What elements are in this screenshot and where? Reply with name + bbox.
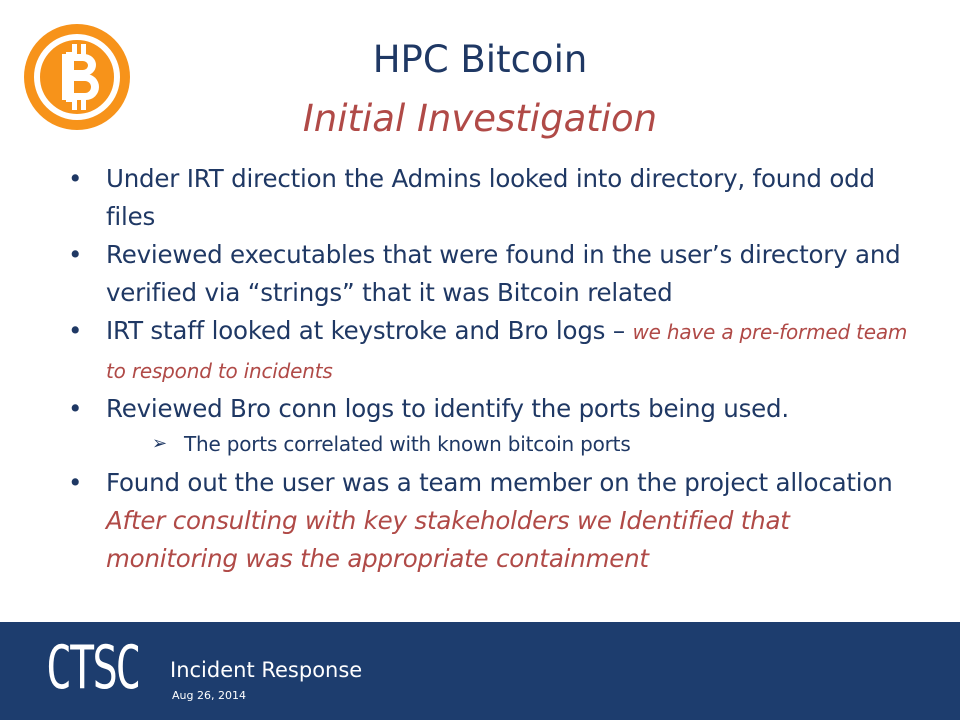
bullet-dot-icon: • xyxy=(68,468,83,497)
arrow-bullet-icon: ➢ xyxy=(152,433,167,454)
sub-bullet-item xyxy=(68,428,928,460)
sub-bullet-text: The ports correlated with known bitcoin ports xyxy=(184,432,631,456)
footer-date: Aug 26, 2014 xyxy=(172,689,246,702)
bullet-text: Reviewed Bro conn logs to identify the ports being used. xyxy=(106,394,789,423)
bullet-dot-icon: • xyxy=(68,316,83,345)
bullet-dot-icon: • xyxy=(68,240,83,269)
conclusion-text: After consulting with key stakeholders we Identified that monitoring was the appropriate containment xyxy=(106,506,790,573)
slide-subtitle: Initial Investigation xyxy=(302,97,658,140)
bullet-item xyxy=(68,236,928,312)
bullet-emphasis: we have a pre-formed team to respond to incidents xyxy=(106,320,908,383)
bullet-text: Under IRT direction the Admins looked into directory, found odd files xyxy=(106,164,875,231)
slide-title: HPC Bitcoin xyxy=(372,38,588,81)
bullet-dot-icon: • xyxy=(68,164,83,193)
bullet-item xyxy=(68,464,928,502)
bullet-item xyxy=(68,312,928,390)
slide-body xyxy=(68,160,928,578)
footer-title: Incident Response xyxy=(170,658,363,682)
bullet-text: Found out the user was a team member on the project allocation xyxy=(106,468,893,497)
bullet-item xyxy=(68,160,928,236)
ctsc-logo: CTSC xyxy=(46,633,139,703)
bullet-text: IRT staff looked at keystroke and Bro logs – xyxy=(106,316,633,345)
footer-bar xyxy=(0,622,960,720)
bullet-item xyxy=(68,390,928,428)
bullet-dot-icon: • xyxy=(68,394,83,423)
bullet-text: Reviewed executables that were found in the user’s directory and verified via “strings” that it was Bitcoin related xyxy=(106,240,901,307)
